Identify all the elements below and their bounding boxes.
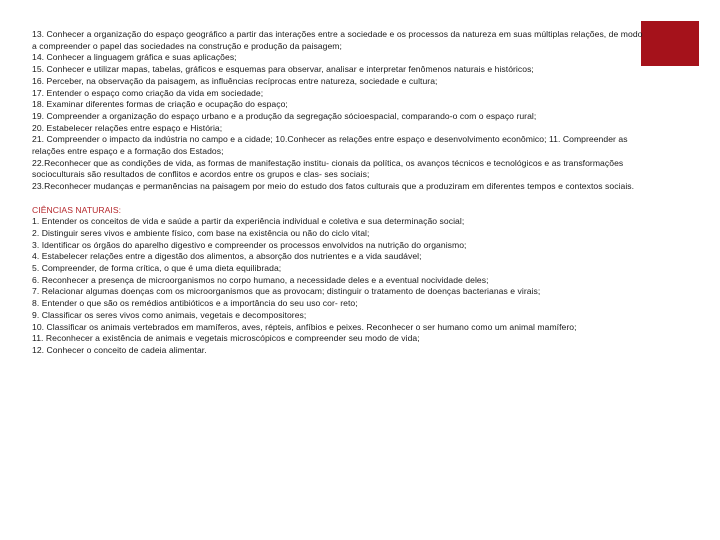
list-item: 22.Reconhecer que as condições de vida, as formas de manifestação institu- cionais da política, os avanços técnicos e tecnológicos e as transformações socioculturais são resultados de conflitos e acordos entre os grupos e clas- ses sociais; bbox=[32, 157, 624, 180]
list-item: 12. Conhecer o conceito de cadeia alimentar. bbox=[32, 344, 207, 355]
list-item: 11. Reconhecer a existência de animais e vegetais microscópicos e compreender seu modo de vida; bbox=[32, 333, 420, 344]
geography-objectives-section bbox=[32, 29, 644, 193]
list-item: 17. Entender o espaço como criação da vida em sociedade; bbox=[32, 87, 264, 98]
list-item: 10. Classificar os animais vertebrados em mamíferos, aves, répteis, anfíbios e peixes. Reconhecer o ser humano como um animal mamífero; bbox=[32, 321, 577, 332]
list-item: 3. Identificar os órgãos do aparelho digestivo e compreender os processos envolvidos na nutrição do organismo; bbox=[32, 239, 467, 250]
list-item: 15. Conhecer e utilizar mapas, tabelas, gráficos e esquemas para observar, analisar e interpretar fenômenos naturais e históricos; bbox=[32, 64, 534, 75]
list-item: 2. Distinguir seres vivos e ambiente físico, com base na existência ou não do ciclo vital; bbox=[32, 227, 370, 238]
list-item: 13. Conhecer a organização do espaço geográfico a partir das interações entre a sociedade e os processos da natureza em suas múltiplas relações, de modo a compreender o papel das sociedades na construção e produção da paisagem; bbox=[32, 29, 643, 51]
accent-block bbox=[641, 21, 699, 66]
list-item: 4. Estabelecer relações entre a digestão dos alimentos, a absorção dos nutrientes e a vida saudável; bbox=[32, 251, 422, 262]
section-heading: CIÊNCIAS NATURAIS: bbox=[32, 204, 122, 215]
list-item: 7. Relacionar algumas doenças com os microorganismos que as provocam; distinguir o tratamento de doenças bacterianas e virais; bbox=[32, 286, 541, 297]
list-item: 9. Classificar os seres vivos como animais, vegetais e decompositores; bbox=[32, 309, 307, 320]
list-item: 5. Compreender, de forma crítica, o que é uma dieta equilibrada; bbox=[32, 263, 282, 274]
list-item: 21. Compreender o impacto da indústria no campo e a cidade; 10.Conhecer as relações entre espaço e desenvolvimento econômico; 11. Compreender as relações entre espaço e a formação dos Estados; bbox=[32, 134, 628, 157]
list-item: 23.Reconhecer mudanças e permanências na paisagem por meio do estudo dos fatos culturais que a produziram em diferentes tempos e contextos sociais. bbox=[32, 181, 635, 192]
list-item: 6. Reconhecer a presença de microorganismos no corpo humano, a necessidade deles e a eventual nocividade deles; bbox=[32, 274, 489, 285]
natural-sciences-section bbox=[32, 205, 644, 357]
list-item: 14. Conhecer a linguagem gráfica e suas aplicações; bbox=[32, 52, 237, 63]
list-item: 19. Compreender a organização do espaço urbano e a produção da segregação sócioespacial, comparando-o com o espaço rural; bbox=[32, 110, 537, 121]
list-item: 16. Perceber, na observação da paisagem, as influências recíprocas entre natureza, sociedade e cultura; bbox=[32, 75, 438, 86]
list-item: 20. Estabelecer relações entre espaço e História; bbox=[32, 122, 223, 133]
list-item: 8. Entender o que são os remédios antibióticos e a importância do seu uso cor- reto; bbox=[32, 298, 358, 309]
list-item: 18. Examinar diferentes formas de criação e ocupação do espaço; bbox=[32, 99, 288, 110]
list-item: 1. Entender os conceitos de vida e saúde a partir da experiência individual e coletiva e sua determinação social; bbox=[32, 216, 465, 227]
document-body bbox=[32, 29, 644, 357]
